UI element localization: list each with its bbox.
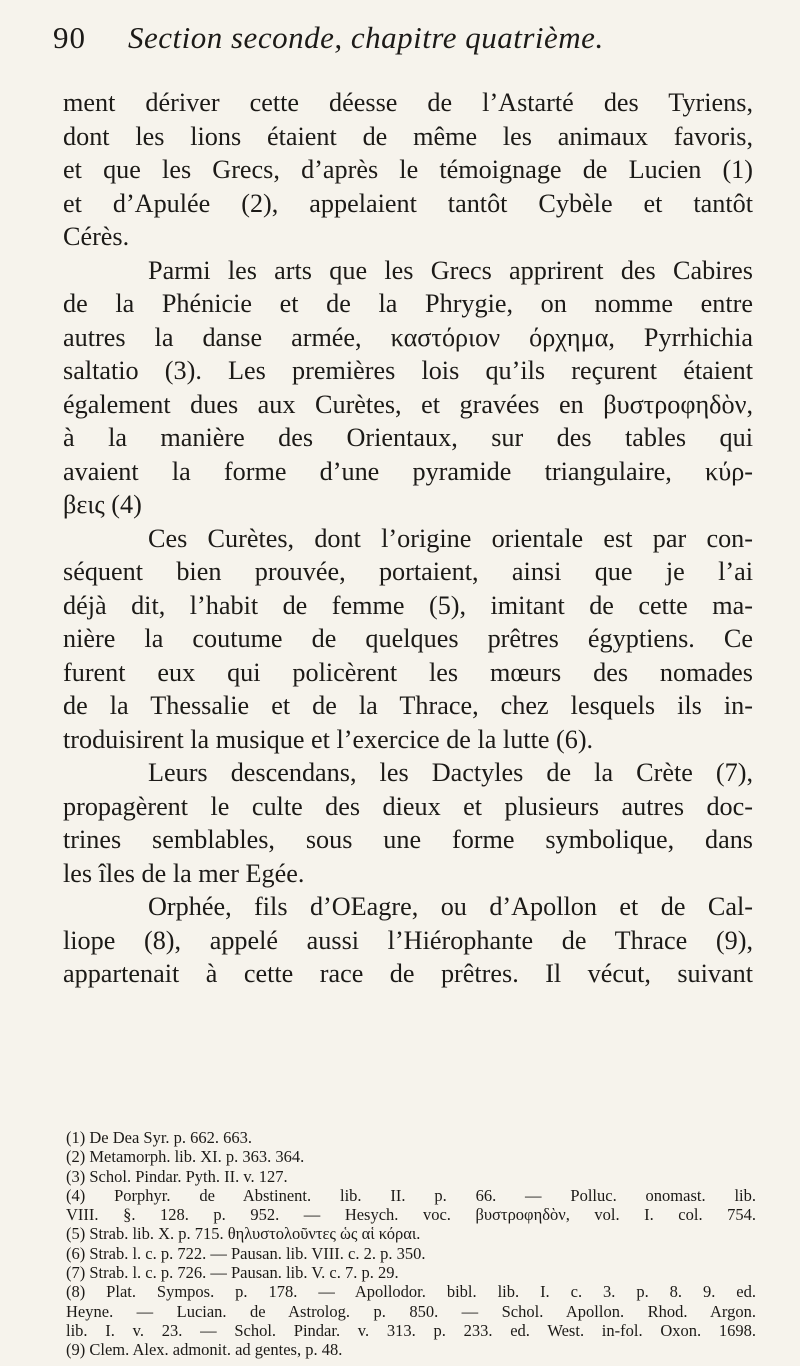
footnote-line: VIII. §. 128. p. 952. — Hesych. voc. βυστροφηδὸν, vol. I. col. 754.	[66, 1205, 756, 1225]
footnote-line: lib. I. v. 23. — Schol. Pindar. v. 313. p. 233. ed. West. in-fol. Oxon. 1698.	[66, 1320, 756, 1340]
text-line: de la Phénicie et de la Phrygie, on nomme entre	[63, 289, 753, 318]
footnote-line: (6) Strab. l. c. p. 722. — Pausan. lib. VIII. c. 2. p. 350.	[66, 1243, 426, 1263]
text-line: troduisirent la musique et l’exercice de la lutte (6).	[63, 724, 594, 754]
footnote-line: (7) Strab. l. c. p. 726. — Pausan. lib. V. c. 7. p. 29.	[66, 1263, 399, 1283]
text-line: également dues aux Curètes, et gravées en βυστροφηδὸν,	[63, 389, 753, 419]
text-line: βεις (4)	[63, 490, 142, 519]
text-line: appartenait à cette race de prêtres. Il vécut, suivant	[63, 959, 753, 988]
text-line: nière la coutume de quelques prêtres égyptiens. Ce	[63, 624, 753, 653]
text-line: Parmi les arts que les Grecs apprirent des Cabires	[148, 255, 753, 285]
text-line: ment dériver cette déesse de l’Astarté des Tyriens,	[63, 88, 753, 117]
footnote-line: (3) Schol. Pindar. Pyth. II. v. 127.	[66, 1166, 288, 1186]
text-line: furent eux qui policèrent les mœurs des nomades	[63, 657, 753, 687]
text-line: propagèrent le culte des dieux et plusieurs autres doc-	[63, 791, 753, 821]
text-line: Leurs descendans, les Dactyles de la Crète (7),	[148, 758, 753, 787]
footnote-line: (5) Strab. lib. X. p. 715. θηλυστολοῦντες ὡς αἱ κόραι.	[66, 1224, 421, 1244]
footnote-line: (2) Metamorph. lib. XI. p. 363. 364.	[66, 1147, 305, 1167]
page-number: 90	[53, 20, 86, 55]
text-line: avaient la forme d’une pyramide triangulaire, κύρ-	[63, 456, 753, 486]
footnote-line: (1) De Dea Syr. p. 662. 663.	[66, 1128, 253, 1147]
text-line: saltatio (3). Les premières lois qu’ils reçurent étaient	[63, 356, 753, 385]
text-line: Ces Curètes, dont l’origine orientale est par con-	[148, 523, 753, 553]
text-line: les îles de la mer Egée.	[63, 858, 305, 888]
text-line: dont les lions étaient de même les animaux favoris,	[63, 121, 753, 151]
text-line: trines semblables, sous une forme symbolique, dans	[63, 825, 753, 854]
footnote-line: (9) Clem. Alex. admonit. ad gentes, p. 48.	[66, 1340, 343, 1360]
text-line: déjà dit, l’habit de femme (5), imitant de cette ma-	[63, 590, 753, 620]
text-line: et d’Apulée (2), appelaient tantôt Cybèle et tantôt	[63, 188, 753, 218]
text-line: à la manière des Orientaux, sur des tables qui	[63, 423, 753, 452]
page-header	[53, 4, 753, 56]
text-line: séquent bien prouvée, portaient, ainsi que je l’ai	[63, 557, 753, 586]
footnote-line: (8) Plat. Sympos. p. 178. — Apollodor. bibl. lib. I. c. 3. p. 8. 9. ed.	[66, 1282, 756, 1302]
text-line: de la Thessalie et de la Thrace, chez lesquels ils in-	[63, 691, 753, 720]
footnote-line: (4) Porphyr. de Abstinent. lib. II. p. 66. — Polluc. onomast. lib.	[66, 1185, 756, 1205]
main-text	[63, 86, 753, 991]
text-line: autres la danse armée, καστόριον όρχημα, Pyrrhichia	[63, 322, 753, 352]
footnotes	[66, 1128, 756, 1360]
running-title: Section seconde, chapitre quatrième.	[128, 20, 604, 55]
text-line: Cérès.	[63, 222, 130, 251]
footnote-line: Heyne. — Lucian. de Astrolog. p. 850. — Schol. Apollon. Rhod. Argon.	[66, 1301, 756, 1321]
text-line: et que les Grecs, d’après le témoignage de Lucien (1)	[63, 155, 753, 184]
text-line: liope (8), appelé aussi l’Hiérophante de Thrace (9),	[63, 925, 753, 955]
text-line: Orphée, fils d’OEagre, ou d’Apollon et de Cal-	[148, 892, 753, 921]
